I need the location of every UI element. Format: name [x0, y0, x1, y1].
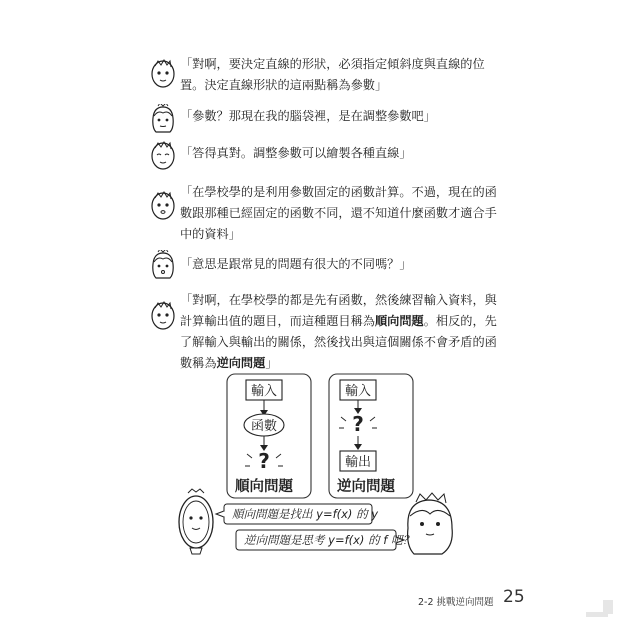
dialogue-text: 「參數？那現在我的腦袋裡，是在調整參數吧」 — [180, 109, 436, 123]
student-avatar — [148, 104, 178, 136]
page-number: 25 — [503, 587, 525, 607]
dialogue-text: 「意思是跟常見的問題有很大的不同嗎？」 — [180, 257, 412, 271]
dialogue-text: 」 — [265, 356, 278, 370]
bottom-illustration — [170, 488, 470, 558]
footer-section-label: 2-2 挑戰逆向問題 — [418, 597, 494, 608]
page-edge-mark — [586, 612, 608, 617]
mirror-character-icon — [179, 489, 213, 554]
dialogue-text: 「對啊，要決定直線的形狀，必須指定傾斜度與直線的位置。決定直線形狀的這兩點稱為參數」 — [180, 57, 485, 92]
forward-problem-title: 順向問題 — [235, 479, 293, 495]
speech-bubble-forward — [216, 504, 378, 524]
dialogue-text: 「答得真對。調整參數可以繪製各種直線」 — [180, 146, 412, 160]
bubble-inverse-text: 逆向問題是思考 y=f(x) 的 f 吧？ — [244, 533, 414, 547]
inverse-output-label: 輸出 — [344, 455, 372, 470]
girl-character-icon — [408, 493, 453, 554]
teacher-avatar — [148, 300, 178, 332]
inverse-input-label: 輸入 — [344, 384, 372, 399]
bubble-forward-text: 順向問題是找出 y=f(x) 的 y — [232, 507, 379, 521]
dialogue-text: 「對啊，在學校學的都是先有函數，然後練習輸入資料，與計算輸出值的題目，而這種題目稱為 — [180, 293, 497, 328]
dialogue-text: 。相反的，先了解輸入與輸出的關係，然後找出與這個關係不會矛盾的函數稱為 — [180, 314, 497, 370]
bold-term: 逆向問題 — [216, 356, 266, 370]
inverse-function-question-mark: ? — [352, 412, 364, 436]
dialogue-text: 「在學校學的是利用參數固定的函數計算。不過，現在的函數跟那種已經固定的函數不同，還不知道什麼函數才適合手中的資料」 — [180, 185, 497, 241]
dialogue-paragraph — [180, 182, 500, 245]
dialogue-paragraph — [180, 254, 500, 275]
forward-output-question-mark: ? — [258, 449, 270, 473]
forward-function-label: 函數 — [250, 419, 278, 434]
bold-term: 順向問題 — [375, 314, 424, 328]
teacher-avatar — [148, 140, 178, 172]
forward-inverse-diagram — [225, 372, 415, 502]
inverse-problem-title: 逆向問題 — [337, 479, 395, 495]
dialogue-paragraph — [180, 290, 500, 374]
teacher-avatar — [148, 58, 178, 90]
speech-bubble-inverse — [236, 530, 414, 550]
student-avatar — [148, 250, 178, 282]
dialogue-paragraph — [180, 143, 500, 164]
dialogue-paragraph — [180, 54, 500, 96]
forward-input-label: 輸入 — [250, 384, 278, 399]
dialogue-paragraph — [180, 106, 500, 127]
teacher-avatar — [148, 190, 178, 222]
